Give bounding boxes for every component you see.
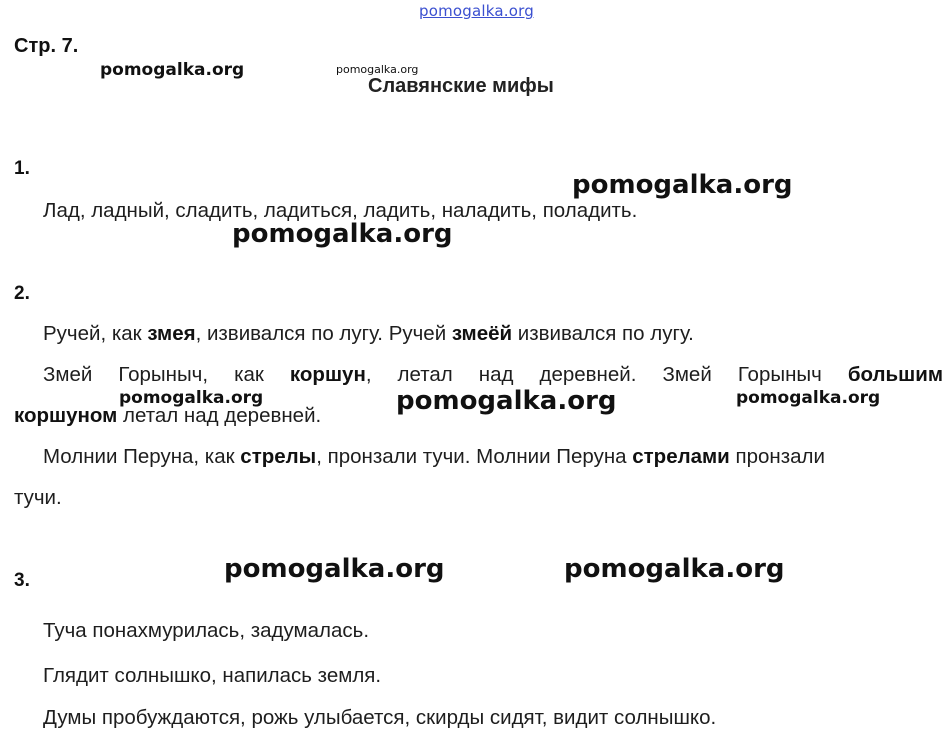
task-1-text: Лад, ладный, сладить, ладиться, ладить, наладить, поладить.: [43, 199, 638, 222]
watermark-text: pomogalka.org: [232, 219, 453, 249]
watermark-text: pomogalka.org: [396, 386, 617, 416]
watermark-text: pomogalka.org: [564, 554, 785, 584]
watermark-text: pomogalka.org: [572, 170, 793, 200]
task-number: 1.: [14, 158, 30, 179]
watermark-text: pomogalka.org: [336, 63, 419, 76]
task-3-line-2: Глядит солнышко, напилась земля.: [43, 664, 382, 687]
watermark-text: pomogalka.org: [100, 60, 245, 80]
watermark-text: pomogalka.org: [224, 554, 445, 584]
task-2-line-3: коршуном летал над деревней.: [14, 404, 322, 427]
watermark-text: pomogalka.org: [119, 388, 264, 408]
page-title: Славянские мифы: [368, 75, 554, 97]
site-watermark-top[interactable]: pomogalka.org: [419, 2, 534, 20]
watermark-text: pomogalka.org: [736, 388, 881, 408]
task-3-line-1: Туча понахмурилась, задумалась.: [43, 619, 370, 642]
task-number: 3.: [14, 570, 30, 591]
task-3-line-3: Думы пробуждаются, рожь улыбается, скирды сидят, видит солнышко.: [43, 706, 717, 729]
task-2-line-5: тучи.: [14, 486, 62, 509]
task-2-line-1: Ручей, как змея, извивался по лугу. Ручей змеёй извивался по лугу.: [43, 322, 694, 345]
page-number-label: Стр. 7.: [14, 35, 79, 57]
task-number: 2.: [14, 283, 30, 304]
task-2-line-2: Змей Горыныч, как коршун, летал над деревней. Змей Горыныч большим: [43, 363, 944, 386]
task-2-line-4: Молнии Перуна, как стрелы, пронзали тучи. Молнии Перуна стрелами пронзали: [43, 445, 825, 468]
